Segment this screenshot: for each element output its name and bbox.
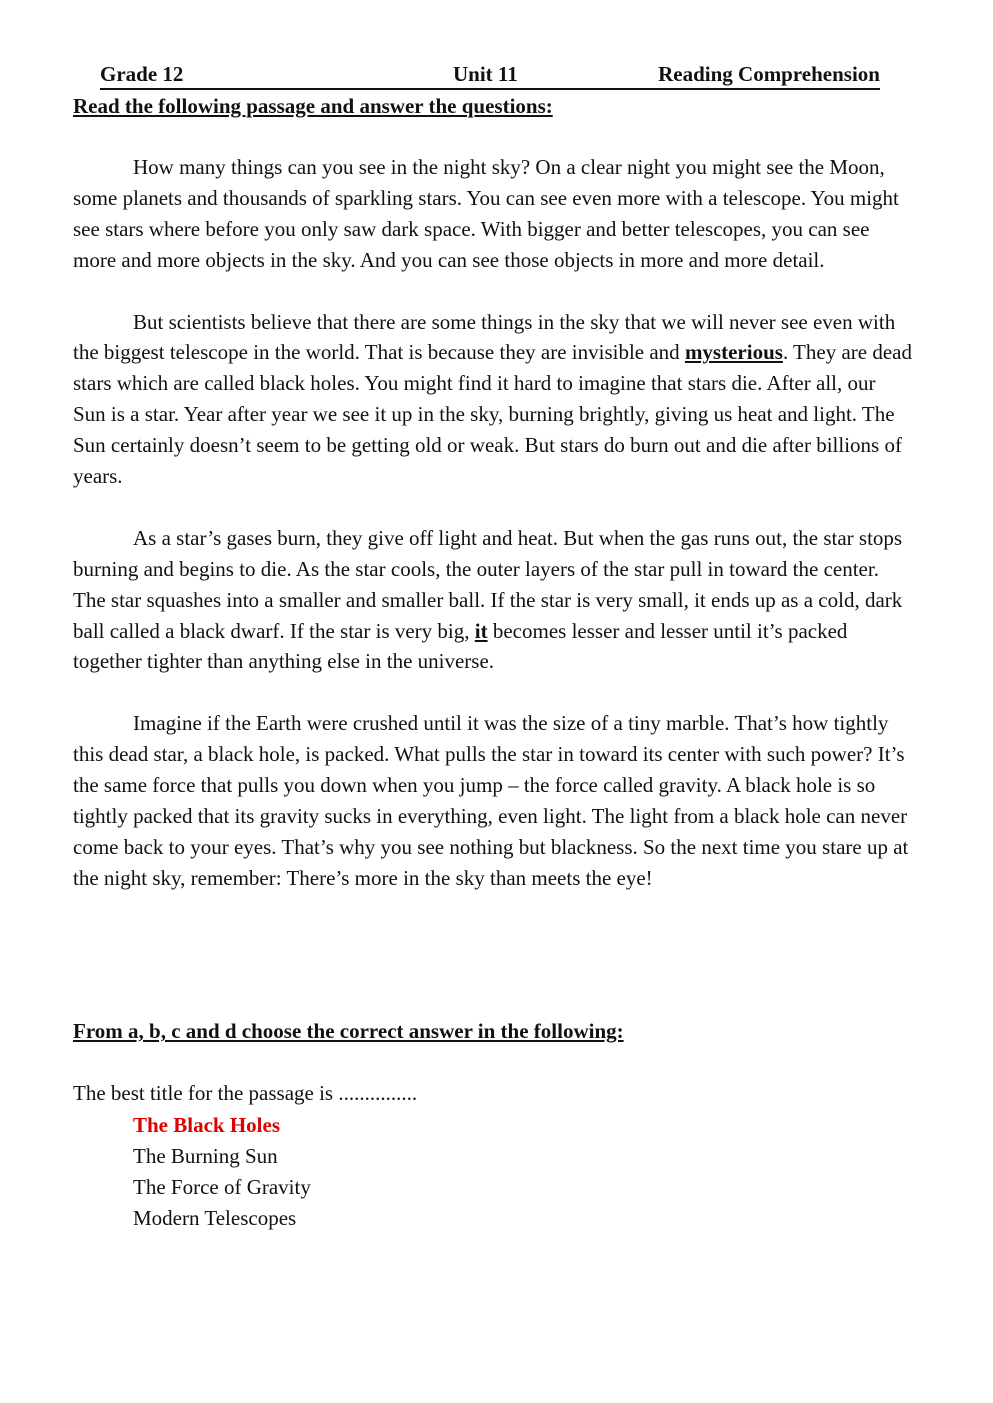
answer-option: The Burning Sun xyxy=(133,1144,278,1168)
paragraph-text: . They are dead stars which are called black holes. You might find it hard to imagine that stars die. After all, our Sun is a star. Year after year we see it up in the sky, burning brightly, giving us heat and light. The Sun certainly doesn’t seem to be getting old or weak. But stars do burn out and die after billions of years. xyxy=(73,340,912,489)
unit-label: Unit 11 xyxy=(453,62,518,86)
answer-options xyxy=(133,1110,311,1234)
paragraph-text: But scientists believe that there are some things in the sky that we will never see even with the biggest telescope in the world. That is because they are invisible and xyxy=(73,309,896,365)
question-prompt: The best title for the passage is ............... xyxy=(73,1081,418,1105)
paragraph-text: As a star’s gases burn, they give off light and heat. But when the gas runs out, the star stops burning and begins to die. As the star cools, the outer layers of the star pull in toward the center. The star squashes into a smaller and smaller ball. If the star is very small, it ends up as a cold, dark ball called a black dwarf. If the star is very big, xyxy=(73,525,903,643)
reading-passage xyxy=(73,152,913,925)
paragraph-text: becomes lesser and lesser until it’s packed together tighter than anything else in the universe. xyxy=(73,618,848,674)
answer-option: Modern Telescopes xyxy=(133,1206,297,1230)
grade-label: Grade 12 xyxy=(100,62,184,86)
questions-heading: From a, b, c and d choose the correct answer in the following: xyxy=(73,1019,624,1043)
page-header xyxy=(100,60,880,90)
keyword-it: it xyxy=(474,618,488,643)
passage-paragraph-3 xyxy=(73,523,913,678)
passage-paragraph-2 xyxy=(73,307,913,492)
passage-paragraph-1: How many things can you see in the night sky? On a clear night you might see the Moon, some planets and thousands of sparkling stars. You can see even more with a telescope. You might see stars where before you only saw dark space. With bigger and better telescopes, you can see more and more objects in the sky. And you can see those objects in more and more detail. xyxy=(73,155,899,272)
subject-label: Reading Comprehension xyxy=(658,62,880,86)
passage-paragraph-4: Imagine if the Earth were crushed until it was the size of a tiny marble. That’s how tightly this dead star, a black hole, is packed. What pulls the star in toward its center with such power? It’s the same force that pulls you down when you jump – the force called gravity. A black hole is so tightly packed that its gravity sucks in everything, even light. The light from a black hole can never come back to your eyes. That’s why you see nothing but blackness. So the next time you stare up at the night sky, remember: There’s more in the sky than meets the eye! xyxy=(73,711,909,890)
answer-option: The Force of Gravity xyxy=(133,1175,311,1199)
keyword-mysterious: mysterious xyxy=(684,340,783,365)
answer-option-correct: The Black Holes xyxy=(133,1113,281,1137)
instruction-heading: Read the following passage and answer the questions: xyxy=(73,94,553,118)
